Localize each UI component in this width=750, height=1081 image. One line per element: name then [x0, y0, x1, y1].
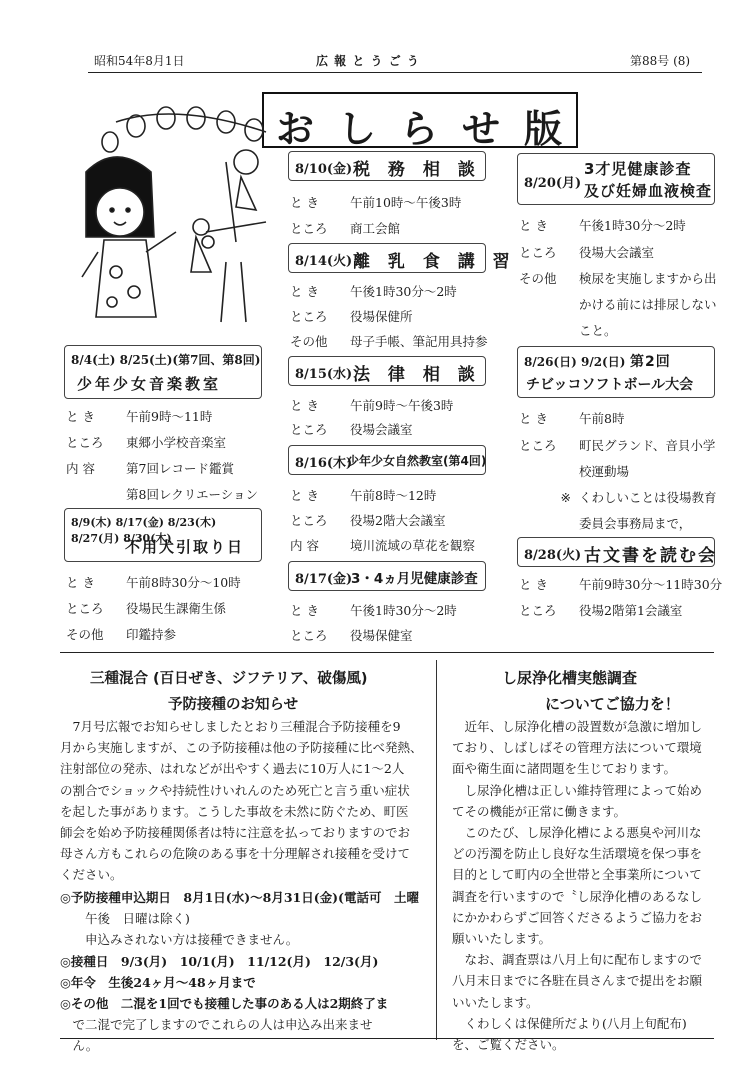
event-row: と き 午後1時30分～2時: [519, 218, 686, 233]
event-title: 第2回: [630, 354, 671, 370]
event-row: ところ 役場民生課衛生係: [66, 601, 227, 616]
event-row: と き 午後1時30分～2時: [290, 603, 457, 618]
event-row: その他 印鑑持参: [66, 627, 177, 642]
event-date: 8/4(土) 8/25(土)(第7回、第8回): [71, 353, 261, 367]
section-divider: [60, 652, 714, 653]
vaccine-body: 7月号広報でお知らせしましたとおり三種混合予防接種を9 月から実施しますが、この予防接種は他の予防接種に比べ発熱、 注射部位の発赤、はれなどが出やすく過去に10万人に1～2人 の割合でショックや持続性けいれんのため死亡と言う重い症状 を起した事があります。こうした事故を未然に防ぐため、町医 師会を始め予防接種関係者は特に注意を払っておりますのでお 母さん方もこれらの危険のある事を十分理解され接種を受けて ください。: [60, 719, 423, 883]
event-old-documents-box: [517, 537, 715, 567]
event-row: と き 午前9時～午後3時: [290, 398, 454, 413]
event-row: ※ くわしいことは役場教育: [560, 490, 717, 505]
event-title: 古文書を読む会: [584, 546, 717, 566]
event-title: 不用犬引取り日: [125, 538, 245, 556]
event-title: チビッコソフトボール大会: [526, 377, 694, 393]
event-row: ところ 町民グランド、音貝小学: [519, 438, 716, 453]
notice-banner: [262, 92, 578, 151]
event-legal-consult-box: [288, 356, 486, 386]
event-row: と き 午前8時: [519, 411, 625, 426]
event-date: 8/26(日) 9/2(日): [524, 355, 626, 369]
event-weaning-food-box: [288, 243, 516, 273]
event-date: 8/17(金): [295, 572, 353, 587]
event-row: その他 母子手帳、筆記用具持参: [290, 334, 488, 349]
event-infant-checkup-box: [288, 561, 486, 591]
event-row: 内 容 第7回レコード鑑賞: [66, 461, 234, 476]
event-row: ところ 役場大会議室: [519, 245, 655, 260]
event-title: 少年少女自然教室(第4回): [347, 454, 487, 468]
event-title: 3才児健康診査: [584, 160, 692, 178]
issue-date: 昭和54年8月1日: [94, 54, 185, 68]
event-title: 離 乳 食 講 習: [353, 252, 516, 272]
footer-divider: [60, 1038, 714, 1039]
event-date: 8/16(木): [295, 456, 353, 471]
septic-title: し尿浄化槽実態調査: [502, 669, 638, 687]
event-row: 委員会事務局まで，: [579, 516, 692, 531]
event-title: 少年少女音楽教室: [77, 375, 222, 393]
event-row: こと。: [579, 323, 617, 338]
vaccine-details: ◎予防接種申込期日 8月1日(水)～8月31日(金)(電話可 土曜 午後 日曜は除く) 申込みされない方は接種できません。 ◎接種日 9/3(月) 10/1(月) 11/12(月) 12/3(月) ◎年令 生後24ヶ月～48ヶ月まで ◎その他 二混を1回でも接種した事のある人は2期終了ま で二混で完了しますのでこれらの人は申込み出来ませ ん。: [60, 890, 419, 1054]
event-title: 税 務 相 談: [353, 160, 481, 180]
event-row: と き 午前10時～午後3時: [290, 195, 462, 210]
event-row: ところ 役場保健所: [290, 309, 413, 324]
event-dog-collection-box: [64, 508, 262, 562]
event-child-checkup-box: [517, 153, 715, 205]
event-row: ところ 商工会館: [290, 221, 401, 236]
event-row: ところ 東郷小学校音楽室: [66, 435, 227, 450]
vaccine-subtitle: 予防接種のお知らせ: [168, 697, 299, 713]
banner-char: ら: [399, 107, 438, 151]
banner-char: し: [337, 107, 376, 151]
banner-char: お: [275, 107, 314, 151]
vaccine-title: 三種混合 (百日ぜき、ジフテリア、破傷風): [90, 671, 368, 687]
event-title: 及び妊婦血液検査: [584, 182, 713, 200]
event-title: 法 律 相 談: [353, 365, 481, 385]
issue-number: 第88号 (8): [630, 54, 691, 68]
event-row: ところ 役場保健室: [290, 628, 413, 643]
event-row: と き 午前9時30分～11時30分: [519, 577, 723, 592]
event-row: ところ 役場2階第1会議室: [519, 603, 683, 618]
event-row: と き 午前8時30分～10時: [66, 575, 241, 590]
event-row: 第8回レクリエーション: [126, 487, 258, 502]
newsletter-title: 広 報 と う ご う: [316, 54, 420, 68]
event-date: 8/20(月): [524, 176, 582, 191]
page-header: [90, 50, 700, 72]
event-row: 内 容 境川流域の草花を観察: [290, 538, 476, 553]
event-row: その他 検尿を実施しますから出: [519, 271, 717, 286]
event-row: と き 午前9時～11時: [66, 409, 213, 424]
event-date: 8/9(木) 8/17(金) 8/23(木) 8/27(月) 8/30(木): [71, 516, 217, 545]
event-date: 8/15(水): [295, 367, 353, 382]
event-date: 8/28(火): [524, 548, 582, 563]
event-music-class-box: [64, 345, 262, 399]
event-row: と き 午前8時～12時: [290, 488, 437, 503]
event-row: ところ 役場会議室: [290, 422, 413, 437]
septic-body: 近年、し尿浄化槽の設置数が急激に増加し ており、しばしばその管理方法について環境 面や衛生面に諸問題を生じております。 し尿浄化槽は正しい維持管理によって始め てその機能が正常に働きます。 このたび、し尿浄化槽による悪臭や河川な どの汚濁を防止し良好な生活環境を保つ事を 目的として町内の全世帯と全事業所について 調査を行いますので〝し尿浄化槽のあるなし にかかわらずご回答くださるようご協力をお 願いいたします。 なお、調査票は八月上旬に配布しますので 八月末日までに各駐在員さんまで提出をお願 いいたします。 くわしくは保健所だより(八月上旬配布) を、ご覧ください。: [452, 719, 703, 1053]
event-row: ところ 役場2階大会議室: [290, 513, 446, 528]
column-divider: [436, 660, 437, 1040]
banner-char: せ: [461, 107, 500, 151]
event-row: 校運動場: [579, 464, 630, 479]
bon-dance-girl-lanterns-illustration: [76, 102, 276, 332]
event-date: 8/14(火): [295, 254, 353, 269]
event-date: 8/10(金): [295, 162, 353, 177]
event-tax-consult-box: [288, 151, 486, 181]
event-title: 3・4ヵ月児健康診査: [351, 571, 478, 587]
banner-char: 版: [523, 107, 562, 151]
event-row: かける前には排尿しない: [579, 297, 717, 312]
event-softball-box: [517, 346, 715, 398]
septic-subtitle: についてご協力を！: [545, 695, 680, 713]
header-divider: [88, 72, 702, 73]
event-row: と き 午後1時30分～2時: [290, 284, 457, 299]
event-nature-class-box: [288, 445, 486, 475]
